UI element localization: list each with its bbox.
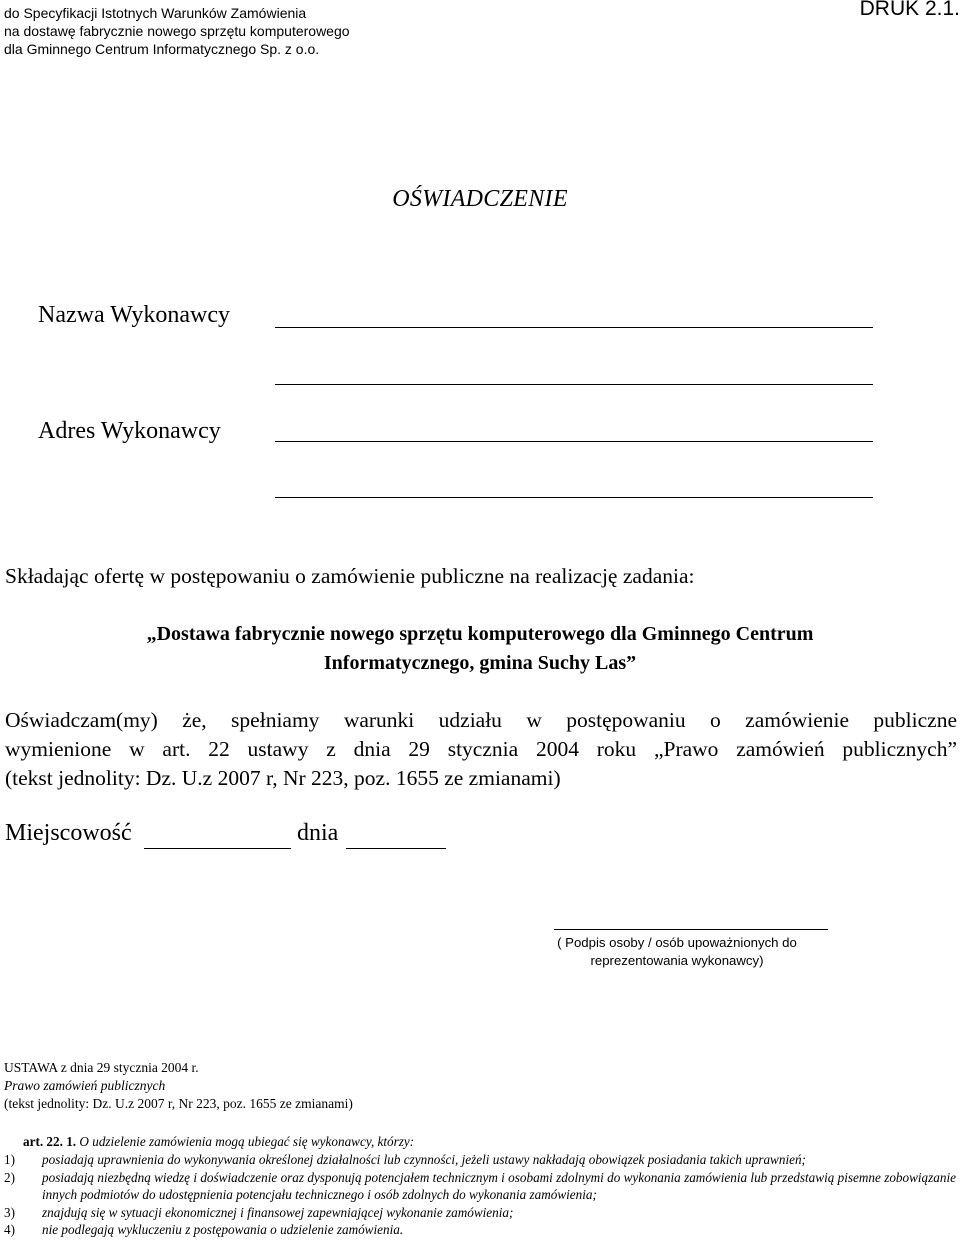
- article-items: [4, 1151, 956, 1239]
- contractor-name-line-2[interactable]: [275, 384, 873, 385]
- contractor-address-label: Adres Wykonawcy: [38, 418, 221, 444]
- law-text-info: (tekst jednolity: Dz. U.z 2007 r, Nr 223, poz. 1655 ze zmianami): [4, 1096, 353, 1111]
- list-item-text: posiadają uprawnienia do wykonywania określonej działalności lub czynności, jeżeli ustawy nakładają obowiązek posiadania takich uprawnień;: [42, 1152, 806, 1167]
- signature-caption: [546, 934, 808, 970]
- article-intro: O udzielenie zamówienia mogą ubiegać się wykonawcy, którzy:: [79, 1134, 415, 1149]
- declaration-line-3: (tekst jednolity: Dz. U.z 2007 r, Nr 223, poz. 1655 ze zmianami): [5, 766, 561, 790]
- list-item: [4, 1151, 956, 1169]
- list-item-number: 2): [4, 1169, 15, 1185]
- declaration-line-2: wymienione w art. 22 ustawy z dnia 29 stycznia 2004 roku „Prawo zamówień publicznych”: [5, 737, 957, 761]
- header-line-1: do Specyfikacji Istotnych Warunków Zamówienia: [4, 5, 307, 21]
- contractor-address-line-2[interactable]: [275, 497, 873, 498]
- signature-line[interactable]: [554, 929, 828, 930]
- article-heading: [23, 1133, 414, 1151]
- task-title-line-2: Informatycznego, gmina Suchy Las”: [323, 652, 637, 674]
- date-line[interactable]: [346, 848, 446, 849]
- article-ref: art. 22. 1.: [23, 1134, 77, 1149]
- signature-caption-line-1: ( Podpis osoby / osób upoważnionych do: [557, 935, 797, 950]
- list-item-text: posiadają niezbędną wiedzę i doświadczenie oraz dysponują potencjałem technicznym i osobami zdolnymi do wykonania zamówienia lub przedstawią pisemne zobowiązanie innych podmiotów do udostępnienia potencjału technicznego i osób zdolnych do wykonania zamówienia;: [42, 1169, 956, 1202]
- list-item-number: 4): [4, 1222, 15, 1237]
- declaration-line-1: Oświadczam(my) że, spełniamy warunki udziału w postępowaniu o zamówienie publiczne: [5, 708, 957, 732]
- list-item-text: znajdują się w sytuacji ekonomicznej i finansowej zapewniającej wykonanie zamówienia;: [42, 1204, 514, 1220]
- document-title: OŚWIADCZENIE: [392, 186, 568, 212]
- header-line-2: na dostawę fabrycznie nowego sprzętu komputerowego: [4, 23, 350, 39]
- contractor-name-label: Nazwa Wykonawcy: [38, 302, 231, 328]
- place-line[interactable]: [144, 848, 291, 849]
- document-header: [4, 4, 350, 58]
- task-title-line-1: „Dostawa fabrycznie nowego sprzętu komputerowego dla Gminnego Centrum: [146, 623, 814, 645]
- list-item: [4, 1204, 956, 1222]
- list-item-number: 1): [4, 1152, 15, 1167]
- list-item: [4, 1221, 956, 1239]
- task-title: [0, 620, 960, 678]
- declaration: [5, 706, 957, 793]
- header-line-3: dla Gminnego Centrum Informatycznego Sp. z o.o.: [4, 41, 320, 57]
- date-label: dnia: [297, 820, 339, 846]
- signature-caption-line-2: reprezentowania wykonawcy): [590, 953, 764, 968]
- list-item-text: nie podlegają wykluczeniu z postępowania o udzielenie zamówienia.: [42, 1222, 404, 1237]
- law-act: USTAWA z dnia 29 stycznia 2004 r.: [4, 1060, 199, 1075]
- contractor-name-line[interactable]: [275, 327, 873, 328]
- intro-text: Składając ofertę w postępowaniu o zamówienie publiczne na realizację zadania:: [5, 564, 695, 588]
- list-item: [4, 1169, 956, 1204]
- place-label: Miejscowość: [5, 820, 132, 846]
- law-name: Prawo zamówień publicznych: [4, 1078, 166, 1093]
- contractor-address-line[interactable]: [275, 441, 873, 442]
- form-number: DRUK 2.1.: [859, 0, 960, 20]
- list-item-number: 3): [4, 1204, 15, 1220]
